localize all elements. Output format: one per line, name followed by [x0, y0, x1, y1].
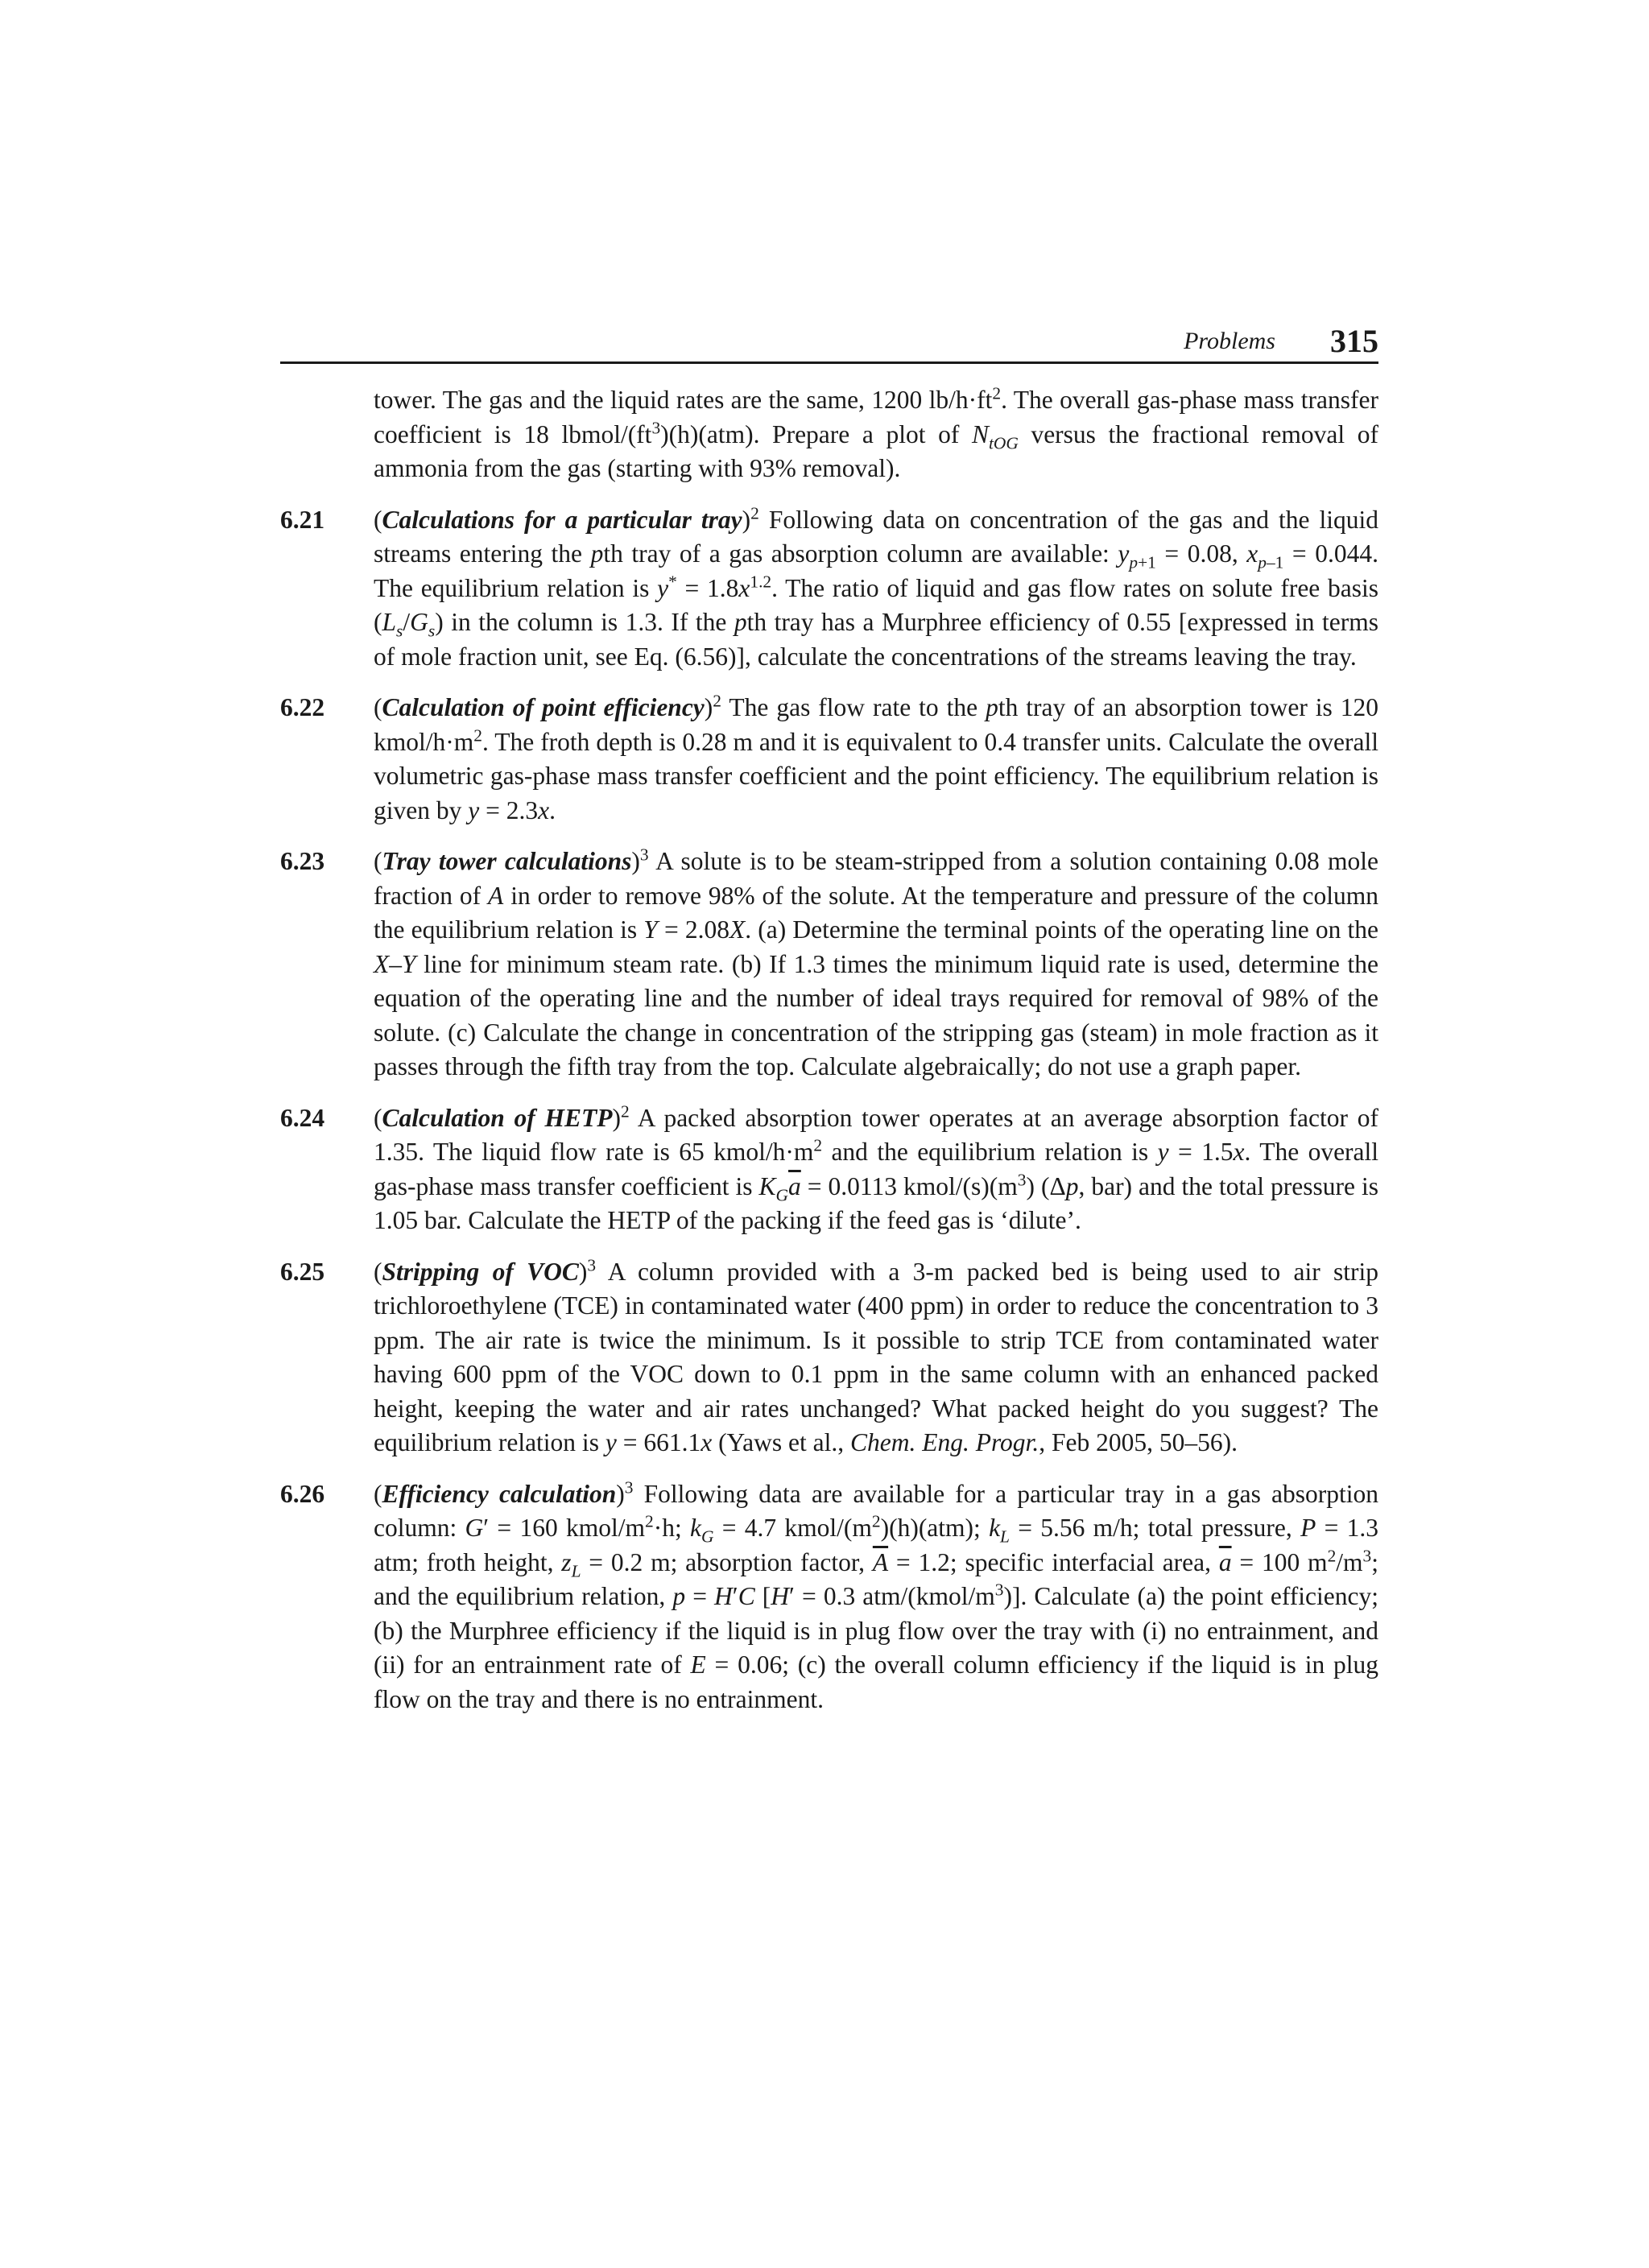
problem-number: 6.22 — [280, 693, 325, 721]
problem-number: 6.24 — [280, 1103, 325, 1132]
continuation-paragraph: tower. The gas and the liquid rates are the same, 1200 $lb/h\cdot ft^2$. The overall gas-phase mass transfer coefficient is 18 lbmol/$(ft^3)(h)(atm)$. Prepare a plot of $N_{tOG}$ versus the fractional removal of ammonia from the gas (starting with 93% removal). — [374, 383, 1378, 482]
problem-6-25: 6.25 (Stripping of VOC)$^3$ A column provided with a 3-m packed bed is being used to air strip trichloroethylene (TCE) in contaminated water (400 ppm) in order to reduce the concentration to 3 ppm. The air rate is twice the minimum. Is it possible to strip TCE from contaminated water having 600 ppm of the VOC down to 0.1 ppm in the same column with an enhanced packed height, keeping the water and air rates unchanged? What packed height do you suggest? The equilibrium relation is y = 661.1x (Yaws et al., Chem. Eng. Progr., Feb 2005, 50–56). — [280, 1255, 1378, 1456]
page-header — [280, 316, 1378, 364]
running-head: Problems — [1184, 328, 1275, 354]
problem-number: 6.23 — [280, 847, 325, 875]
problem-6-21: 6.21 (Calculations for a particular tray)$^2$ Following data on concentration of the gas and the liquid streams entering the pth tray of a gas absorption column are available: $y_{p+1} = 0.08$, $x_{p-1} = 0.044$. The equilibrium relation is $y^* = 1.8x^{1.2}$. The ratio of liquid and gas flow rates on solute free basis $(L_s/G_s)$ in the column is 1.3. If the pth tray has a Murphree efficiency of 0.55 [expressed in terms of mole fraction unit, see Eq. (6.56)], calculate the concentrations of the streams leaving the tray. — [280, 503, 1379, 671]
page-body — [280, 383, 1378, 1733]
problem-number: 6.21 — [280, 505, 325, 534]
problem-number: 6.25 — [280, 1257, 325, 1286]
problem-6-24: 6.24 (Calculation of HETP)$^2$ A packed absorption tower operates at an average absorption factor of 1.35. The liquid flow rate is 65 kmol/$h\cdot m^2$ and the equilibrium relation is y = 1.5x. The overall gas-phase mass transfer coefficient is $K_G\overline{a} = 0.0113$ kmol/$(s)(m^3)$ (Δp, bar) and the total pressure is 1.05 bar. Calculate the HETP of the packing if the feed gas is ‘dilute’. — [280, 1101, 1379, 1234]
problem-title: (Calculations for a particular tray) — [374, 505, 751, 534]
problem-6-26: 6.26 (Efficiency calculation)$^3$ Following data are available for a particular tray in a gas absorption column: G′ = 160 kmol/$m^2\cdot h$; $k_G = 4.7$ kmol/$(m^2)(h)(atm)$; $k_L = 5.56$ m/h; total pressure, P = 1.3 atm; froth height, $z_L = 0.2$ m; absorption factor, $\overline{A} = 1.2$; specific interfacial area, $\overline{a} = 100$ $m^2/m^3$; and the equilibrium relation, p = H′C [H′ = 0.3 atm/$(kmol/m^3)$]. Calculate (a) the point efficiency; (b) the Murphree efficiency if the liquid is in plug flow over the tray with (i) no entrainment, and (ii) for an entrainment rate of E = 0.06; (c) the overall column efficiency if the liquid is in plug flow on the tray and there is no entrainment. — [280, 1477, 1379, 1713]
problem-title: (Calculation of point efficiency) — [374, 693, 713, 721]
problem-title: (Stripping of VOC) — [374, 1257, 588, 1286]
problem-6-23: 6.23 (Tray tower calculations)$^3$ A solute is to be steam-stripped from a solution containing 0.08 mole fraction of A in order to remove 98% of the solute. At the temperature and pressure of the column the equilibrium relation is Y = 2.08X. (a) Determine the terminal points of the operating line on the X–Y line for minimum steam rate. (b) If 1.3 times the minimum liquid rate is used, determine the equation of the operating line and the number of ideal trays required for removal of 98% of the solute. (c) Calculate the change in concentration of the stripping gas (steam) in mole fraction as it passes through the fifth tray from the top. Calculate algebraically; do not use a graph paper. — [280, 845, 1378, 1080]
problem-title: (Calculation of HETP) — [374, 1103, 621, 1132]
problem-title: (Tray tower calculations) — [374, 847, 640, 875]
page-number: 315 — [1330, 323, 1378, 359]
problem-title: (Efficiency calculation) — [374, 1479, 625, 1508]
problem-6-22: 6.22 (Calculation of point efficiency)$^2$ The gas flow rate to the pth tray of an absorption tower is 120 kmol/$h\cdot m^2$. The froth depth is 0.28 m and it is equivalent to 0.4 transfer units. Calculate the overall volumetric gas-phase mass transfer coefficient and the point efficiency. The equilibrium relation is given by y = 2.3x. — [280, 691, 1378, 824]
problem-number: 6.26 — [280, 1479, 325, 1508]
